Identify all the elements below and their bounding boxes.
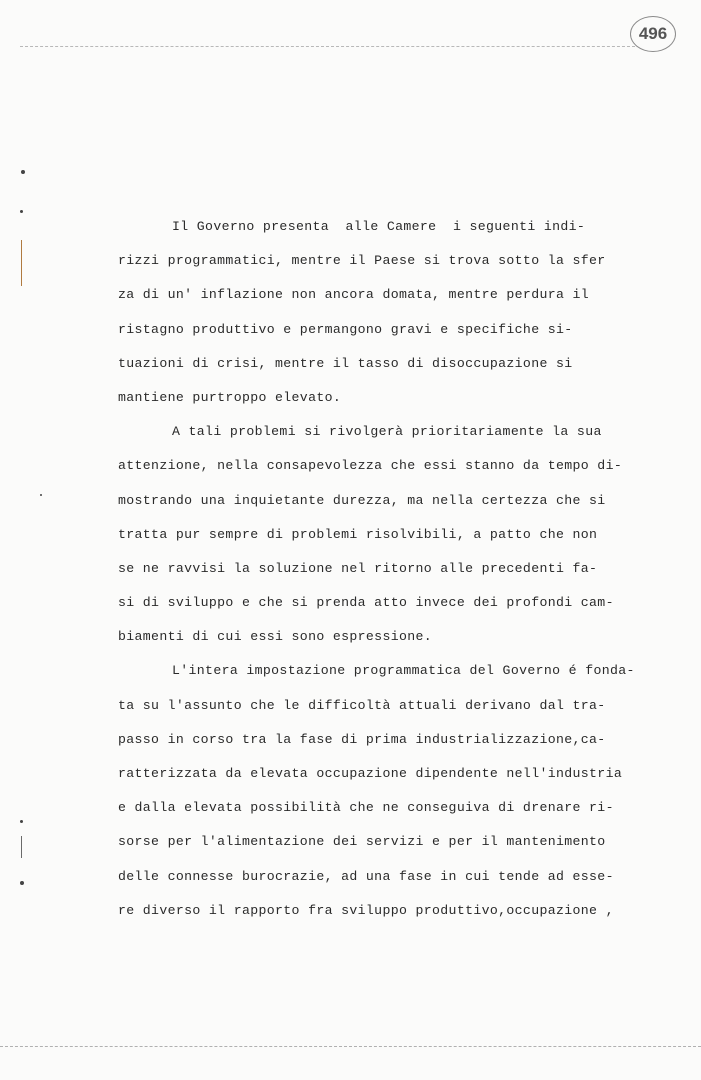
text-line: si di sviluppo e che si prenda atto invece dei profondi cam-: [118, 595, 614, 611]
top-margin-rule: [20, 46, 635, 47]
document-body: [118, 210, 652, 928]
text-line: L'intera impostazione programmatica del Governo é fonda-: [172, 663, 635, 679]
text-line: delle connesse burocrazie, ad una fase in cui tende ad esse-: [118, 868, 614, 884]
text-line: A tali problemi si rivolgerà prioritariamente la sua: [172, 424, 602, 440]
scan-speck: [40, 494, 42, 496]
text-line: se ne ravvisi la soluzione nel ritorno alle precedenti fa-: [118, 560, 598, 576]
text-line: ristagno produttivo e permangono gravi e specifiche si-: [118, 321, 573, 337]
scan-mark: [21, 240, 22, 286]
text-line: mostrando una inquietante durezza, ma nella certezza che si: [118, 492, 606, 508]
text-line: ta su l'assunto che le difficoltà attuali derivano dal tra-: [118, 697, 606, 713]
text-line: e dalla elevata possibilità che ne conseguiva di drenare ri-: [118, 800, 614, 816]
text-line: re diverso il rapporto fra sviluppo produttivo,occupazione ,: [118, 902, 614, 918]
text-line: attenzione, nella consapevolezza che essi stanno da tempo di-: [118, 458, 623, 474]
text-line: biamenti di cui essi sono espressione.: [118, 629, 433, 645]
paragraph-1: [118, 210, 652, 415]
page-number-stamp: 496: [630, 16, 676, 52]
scan-speck: [20, 210, 23, 213]
paragraph-2: [118, 415, 652, 654]
text-line: tuazioni di crisi, mentre il tasso di disoccupazione si: [118, 355, 573, 371]
paragraph-3: [118, 654, 652, 928]
bottom-margin-rule: [0, 1046, 701, 1047]
scan-speck: [20, 820, 23, 823]
text-line: sorse per l'alimentazione dei servizi e per il mantenimento: [118, 834, 606, 850]
text-line: passo in corso tra la fase di prima industrializzazione,ca-: [118, 731, 606, 747]
scan-mark: [21, 836, 22, 858]
text-line: tratta pur sempre di problemi risolvibili, a patto che non: [118, 526, 598, 542]
text-line: rizzi programmatici, mentre il Paese si trova sotto la sfer: [118, 253, 606, 269]
scan-speck: [21, 170, 25, 174]
text-line: za di un' inflazione non ancora domata, mentre perdura il: [118, 287, 590, 303]
text-line: mantiene purtroppo elevato.: [118, 389, 342, 405]
text-line: Il Governo presenta alle Camere i seguenti indi-: [172, 219, 586, 234]
text-line: ratterizzata da elevata occupazione dipendente nell'industria: [118, 766, 623, 781]
scan-speck: [20, 881, 24, 885]
